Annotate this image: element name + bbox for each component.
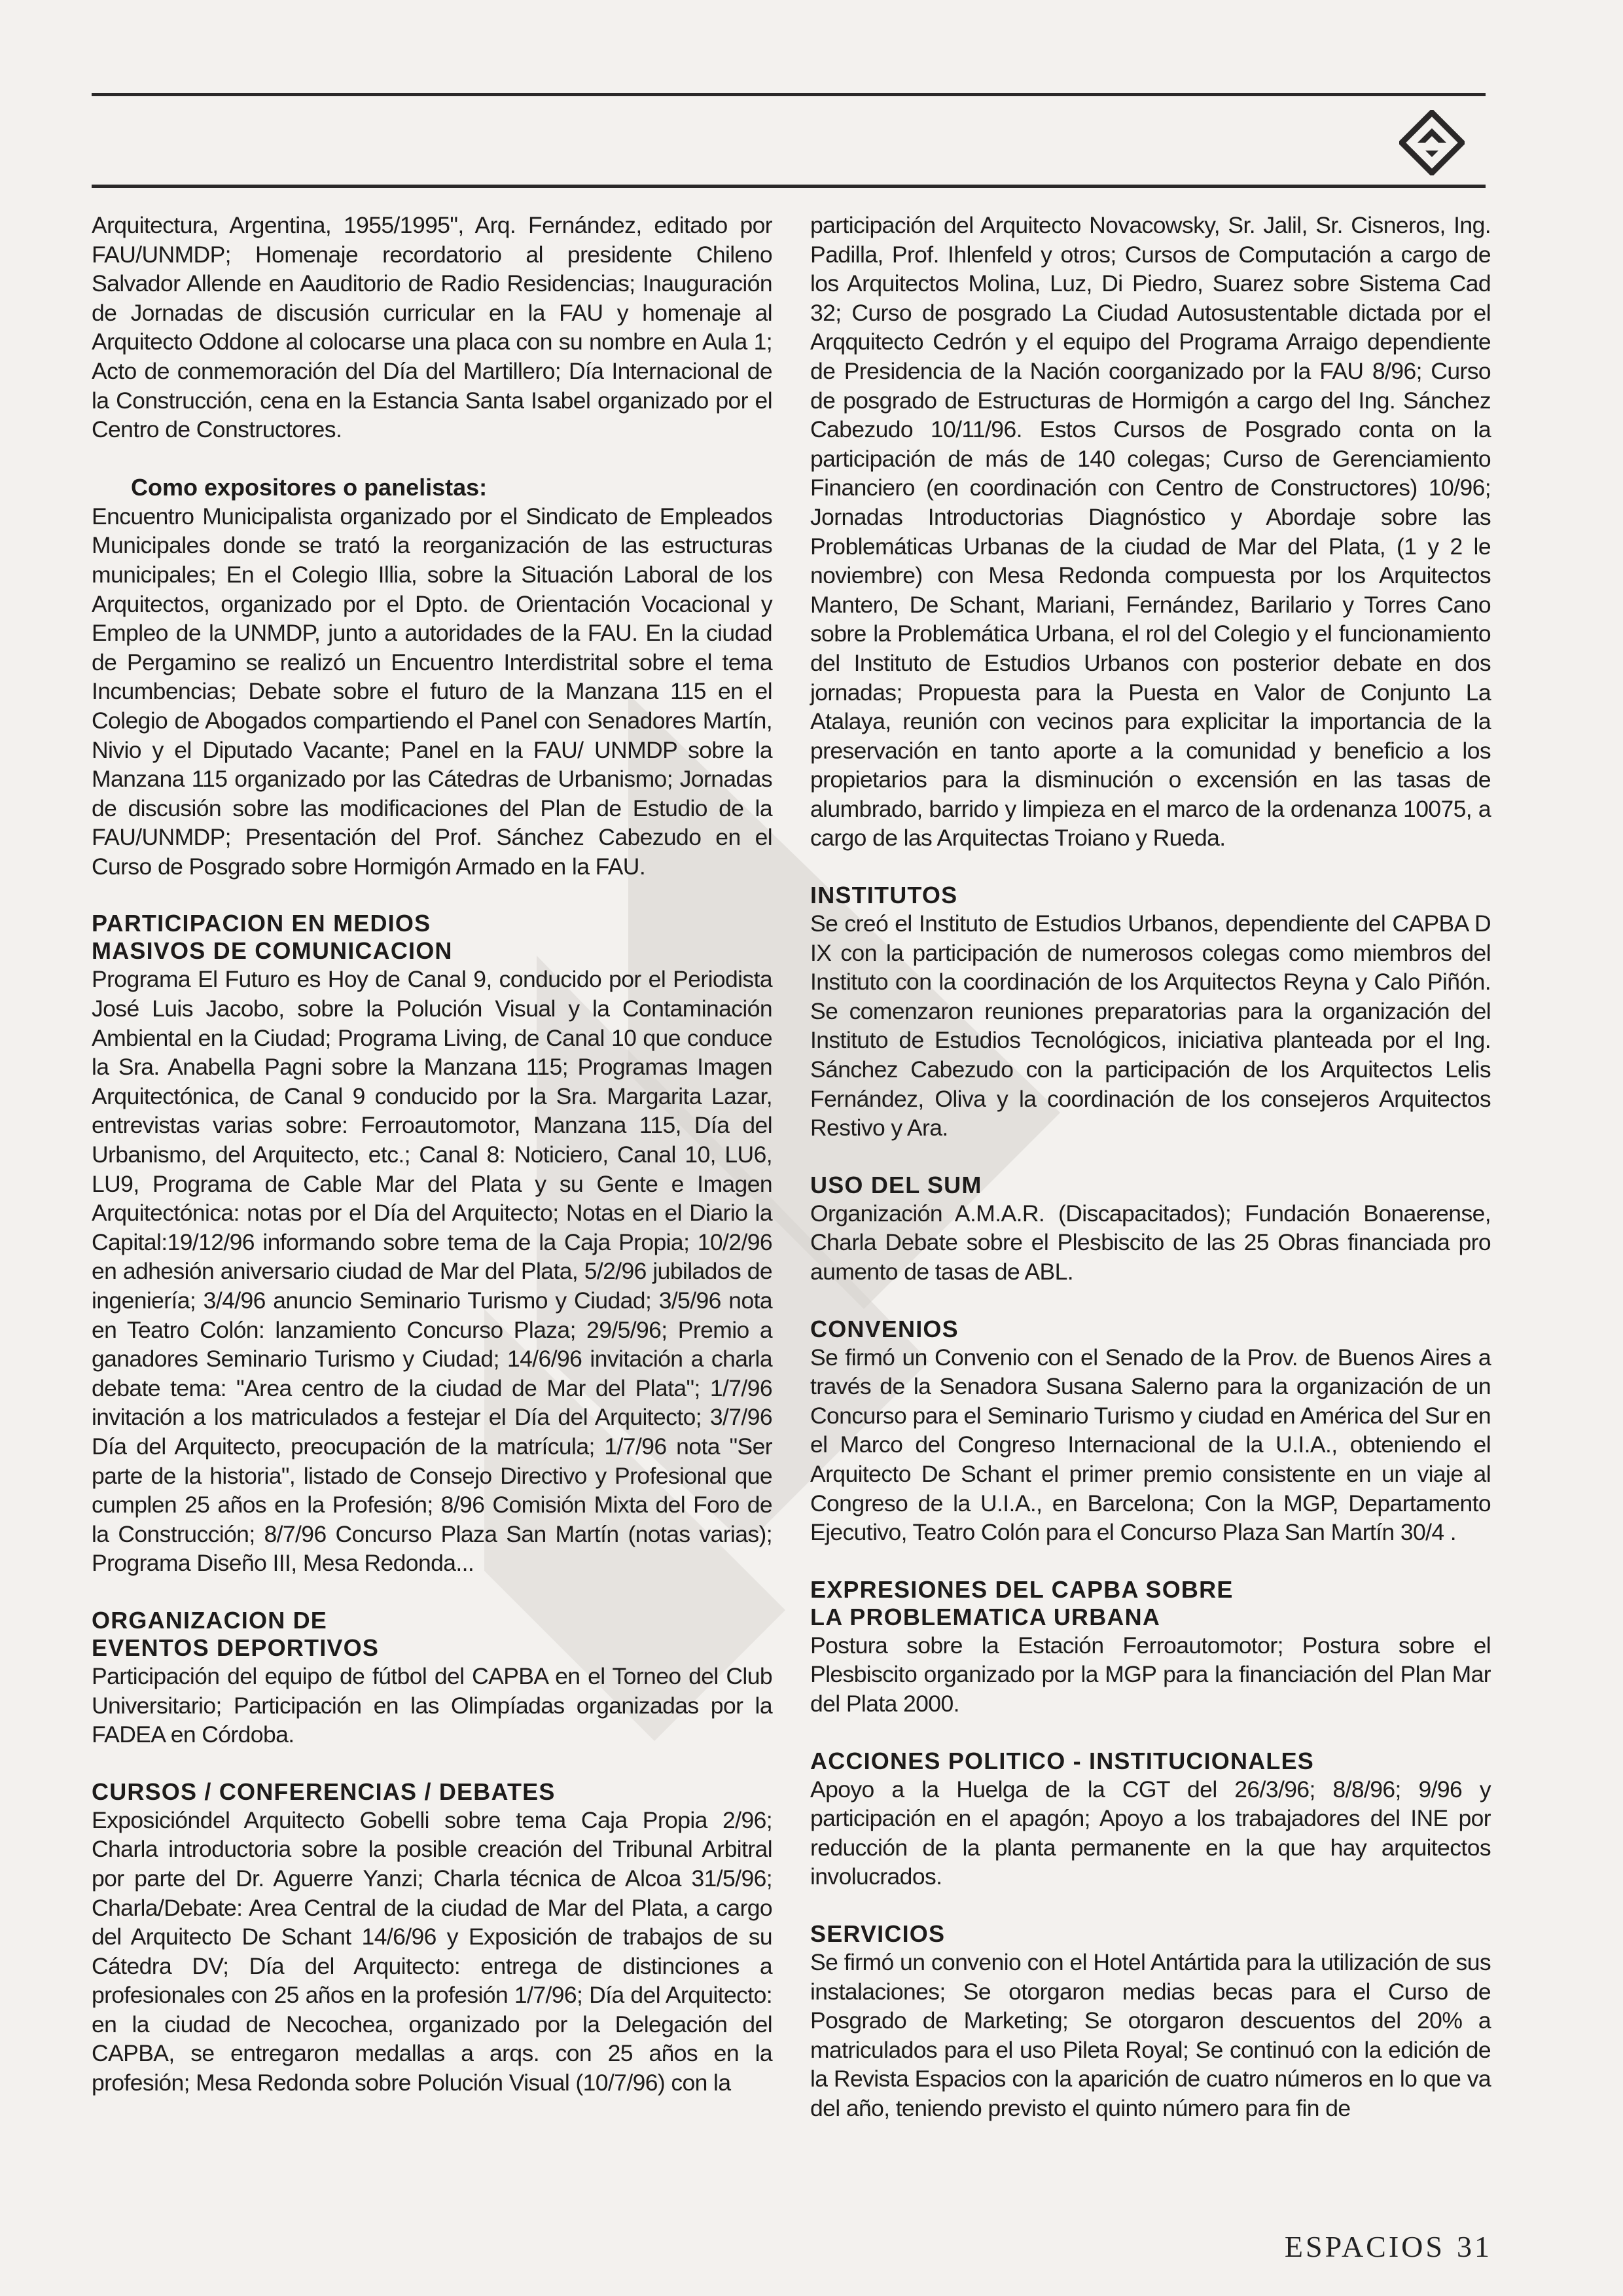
right-intro-paragraph: participación del Arquitecto Novacowsky, Sr. Jalil, Sr. Cisneros, Ing. Padilla, Prof. Ihlenfeld y otros; Cursos de Computación a cargo de los Arquitectos Molina, Luz, Di Piedro, Suarez sobre Sistema Cad 32; Curso de posgrado La Ciudad Autosustentable dictada por el Arqquitecto Cedrón y el equipo del Programa Arraigo dependiente de Presidencia de la Nación coorganizado por la FAU 8/96; Curso de posgrado de Estructuras de Hormigón a cargo del Ing. Sánchez Cabezudo 10/11/96. Estos Cursos de Posgrado conta on la participación de más de 140 colegas; Curso de Gerenciamiento Financiero (en coordinación con Centro de Constructores) 10/96; Jornadas Introductorias Diagnóstico y Abordaje sobre las Problemáticas Urbanas de la ciudad de Mar del Plata, (1 y 2 le noviembre) con Mesa Redonda compuesta por los Arquitectos Mantero, De Schant, Mariani, Fernández, Barilario y Torres Cano sobre la Problemática Urbana, el rol del Colegio y el funcionamiento del Instituto de Estudios Urbanos con posterior debate en dos jornadas; Propuesta para la Puesta en Valor de Conjunto La Atalaya, reunión con vecinos para explicitar la importancia de la preservación en tanto aporte a la comunidad y beneficio a los propietarios para la disminución o excensión en las tasas de alumbrado, barrido y limpieza en el marco de la ordenanza 10075, a cargo de las Arquitectas Troiano y Rueda. [810, 212, 1491, 852]
cursos-heading: CURSOS / CONFERENCIAS / DEBATES [92, 1778, 556, 1805]
right-column [810, 211, 1491, 2123]
expresiones-paragraph: Postura sobre la Estación Ferroautomotor; Postura sobre el Plesbiscito organizado por la MGP para la financiación del Plan Mar del Plata 2000. [810, 1632, 1491, 1717]
acciones-paragraph: Apoyo a la Huelga de la CGT del 26/3/96; 8/8/96; 9/96 y participación en el apagón; Apoyo a los trabajadores del INE por reducción de la planta permanente en la que hay arquitectos involucrados. [810, 1776, 1491, 1890]
header-rule-bottom [92, 185, 1486, 188]
capba-logo-icon [1399, 110, 1465, 175]
deportivos-paragraph: Participación del equipo de fútbol del CAPBA en el Torneo del Club Universitario; Participación en las Olimpíadas organizadas por la FADEA en Córdoba. [92, 1662, 772, 1748]
expositores-paragraph: Encuentro Municipalista organizado por el Sindicato de Empleados Municipales donde se trató la reorganización de las estructuras municipales; En el Colegio Illia, sobre la Situación Laboral de los Arquitectos, organizado por el Dpto. de Orientación Vocacional y Empleo de la UNMDP, junto a autoridades de la FAU. En la ciudad de Pergamino se realizó un Encuentro Interdistrital sobre el tema Incumbencias; Debate sobre el futuro de la Manzana 115 en el Colegio de Abogados compartiendo el Panel con Senadores Martín, Nivio y el Diputado Vacante; Panel en la FAU/ UNMDP sobre la Manzana 115 organizado por las Cátedras de Urbanismo; Jornadas de discusión sobre las modificaciones del Plan de Estudio de la FAU/UNMDP; Presentación del Prof. Sánchez Cabezudo en el Curso de Posgrado sobre Hormigón Armado en la FAU. [92, 503, 772, 880]
left-intro-paragraph: Arquitectura, Argentina, 1955/1995", Arq. Fernández, editado por FAU/UNMDP; Homenaje recordatorio al presidente Chileno Salvador Allende en Aauditorio de Radio Residencias; Inauguración de Jornadas de discusión curricular en la FAU y homenaje al Arquitecto Oddone al colocarse una placa con su nombre en Aula 1; Acto de conmemoración del Día del Martillero; Día Internacional de la Construcción, cena en la Estancia Santa Isabel organizado por el Centro de Constructores. [92, 212, 772, 443]
deportivos-heading-line1: ORGANIZACION DE [92, 1606, 327, 1634]
expresiones-heading-line1: EXPRESIONES DEL CAPBA SOBRE [810, 1575, 1234, 1603]
left-column [92, 211, 772, 2098]
magazine-name: ESPACIOS [1284, 2230, 1445, 2263]
medios-heading-line2: MASIVOS DE COMUNICACION [92, 937, 453, 965]
institutos-paragraph: Se creó el Instituto de Estudios Urbanos, dependiente del CAPBA D IX con la participación de numerosos colegas como miembros del Instituto con la coordinación de los Arquitectos Reyna y Calo Piñón. Se comenzaron reuniones preparatorias para la organización del Instituto de Estudios Tecnológicos, iniciativa planteada por el Ing. Sánchez Cabezudo con la participación de los Arquitectos Lelis Fernández, Oliva y la coordinación de los consejeros Arquitectos Restivo y Ara. [810, 910, 1491, 1141]
deportivos-heading-line2: EVENTOS DEPORTIVOS [92, 1634, 380, 1661]
convenios-paragraph: Se firmó un Convenio con el Senado de la Prov. de Buenos Aires a través de la Senadora Susana Salerno para la organización de un Concurso para el Seminario Turismo y ciudad en América del Sur en el Marco del Congreso Internacional de la U.I.A., obteniendo el Arquitecto De Schant el primer premio consistente en un viaje al Congreso de la U.I.A., en Barcelona; Con la MGP, Departamento Ejecutivo, Teatro Colón para el Concurso Plaza San Martín 30/4 . [810, 1344, 1491, 1546]
cursos-paragraph: Exposicióndel Arquitecto Gobelli sobre tema Caja Propia 2/96; Charla introductoria sobre la posible creación del Tribunal Arbitral por parte del Dr. Aguerre Yanzi; Charla técnica de Alcoa 31/5/96; Charla/Debate: Area Central de la ciudad de Mar del Plata, a cargo del Arquitecto De Schant 14/6/96 y Exposición de trabajos de su Cátedra DV; Día del Arquitecto: entrega de distinciones a profesionales con 25 años en la profesión 1/7/96; Día del Arquitecto: en la ciudad de Necochea, organizado por la Delegación del CAPBA, se entregaron medallas a arqs. con 25 años en la profesión; Mesa Redonda sobre Polución Visual (10/7/96) con la [92, 1806, 772, 2096]
page-number: 31 [1457, 2230, 1492, 2263]
sum-heading: USO DEL SUM [810, 1171, 982, 1198]
convenios-heading: CONVENIOS [810, 1315, 959, 1342]
header-rule-top [92, 93, 1486, 96]
medios-heading-line1: PARTICIPACION EN MEDIOS [92, 910, 431, 937]
expresiones-heading-line2: LA PROBLEMATICA URBANA [810, 1603, 1161, 1630]
medios-paragraph: Programa El Futuro es Hoy de Canal 9, conducido por el Periodista José Luis Jacobo, sobre la Polución Visual y la Contaminación Ambiental en la Ciudad; Programa Living, de Canal 10 que conduce la Sra. Anabella Pagni sobre la Manzana 115; Programas Imagen Arquitectónica, de Canal 9 conducido por la Sra. Margarita Lazar, entrevistas varias sobre: Ferroautomotor, Manzana 115, Día del Urbanismo, del Arquitecto, etc.; Canal 8: Noticiero, Canal 10, LU6, LU9, Programa de Cable Mar del Plata y su Gente e Imagen Arquitectónica: notas por el Día del Arquitecto; Notas en el Diario la Capital:19/12/96 informando sobre tema de la Caja Propia; 10/2/96 en adhesión aniversario ciudad de Mar del Plata, 5/2/96 jubilados de ingeniería; 3/4/96 anuncio Seminario Turismo y Ciudad; 3/5/96 nota en Teatro Colón: lanzamiento Concurso Plaza; 29/5/96; Premio a ganadores Seminario Turismo y Ciudad; 14/6/96 invitación a charla debate tema: "Area centro de la ciudad de Mar del Plata"; 1/7/96 invitación a los matriculados a festejar el Día del Arquitecto; 3/7/96 Día del Arquitecto, preocupación de la matrícula; 1/7/96 nota "Ser parte de la historia", listado de Consejo Directivo y Profesional que cumplen 25 años en la Profesión; 8/96 Comisión Mixta del Foro de la Construcción; 8/7/96 Concurso Plaza San Martín (notas varias); Programa Diseño III, Mesa Redonda... [92, 966, 772, 1577]
expositores-heading: Como expositores o panelistas: [131, 473, 488, 501]
sum-paragraph: Organización A.M.A.R. (Discapacitados); Fundación Bonaerense, Charla Debate sobre el Plesbiscito de las 25 Obras financiada pro aumento de tasas de ABL. [810, 1200, 1491, 1285]
acciones-heading: ACCIONES POLITICO - INSTITUCIONALES [810, 1747, 1315, 1774]
servicios-heading: SERVICIOS [810, 1920, 946, 1947]
page-footer [1273, 2229, 1492, 2264]
servicios-paragraph: Se firmó un convenio con el Hotel Antártida para la utilización de sus instalaciones; Se otorgaron medias becas para el Curso de Posgrado de Marketing; Se otorgaron descuentos del 20% a matriculados para el uso Pileta Royal; Se continuó con la edición de la Revista Espacios con la aparición de cuatro números en lo que va del año, teniendo previsto el quinto número para fin de [810, 1948, 1491, 2121]
institutos-heading: INSTITUTOS [810, 882, 958, 909]
